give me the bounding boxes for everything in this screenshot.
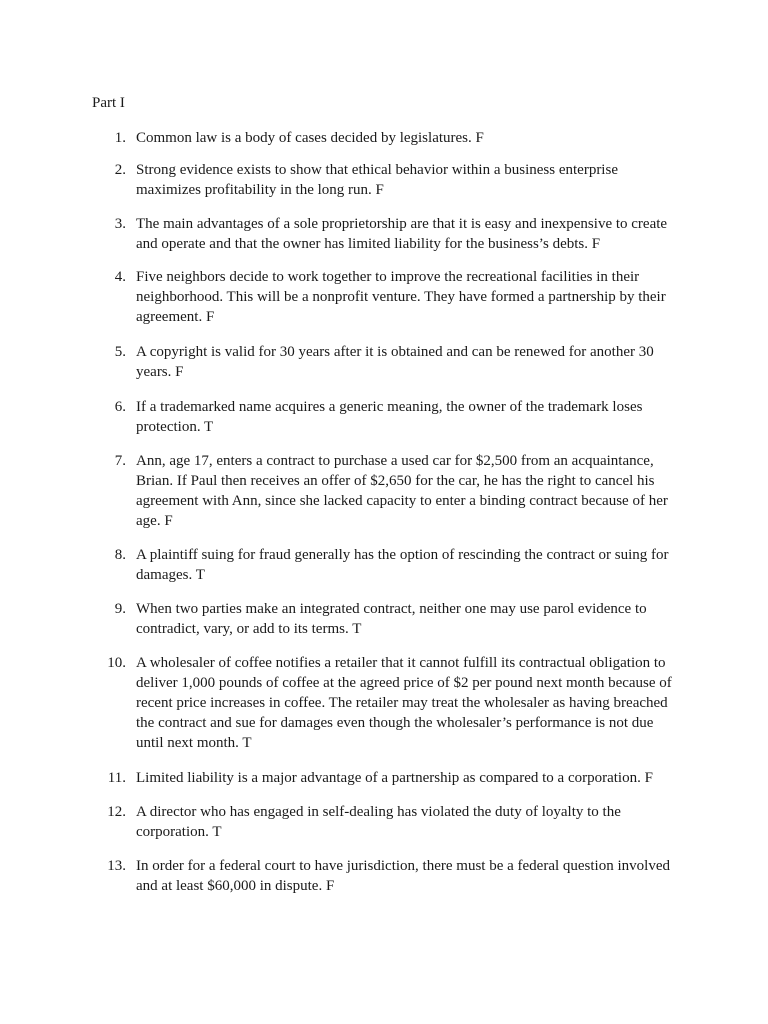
item-number: 5. — [114, 344, 126, 360]
item-number: 11. — [107, 770, 126, 786]
item-text-line: The main advantages of a sole proprietorship are that it is easy and inexpensive to create — [136, 216, 668, 232]
item-text — [136, 545, 681, 585]
item-text-line: until next month. T — [136, 735, 252, 751]
item-text-line: recent price increases in coffee. The retailer may treat the wholesaler as having breached — [136, 695, 668, 711]
item-number: 6. — [114, 399, 126, 415]
item-text — [136, 160, 681, 200]
item-text — [136, 856, 681, 896]
item-text-line: years. F — [136, 364, 184, 380]
item-text-line: A wholesaler of coffee notifies a retailer that it cannot fulfill its contractual obligation to — [136, 655, 666, 671]
item-text-line: Ann, age 17, enters a contract to purchase a used car for $2,500 from an acquaintance, — [136, 453, 654, 469]
item-text-line: maximizes profitability in the long run. F — [136, 182, 384, 198]
item-text-line: and at least $60,000 in dispute. F — [136, 878, 335, 894]
item-text — [136, 599, 681, 639]
item-text-line: When two parties make an integrated contract, neither one may use parol evidence to — [136, 601, 647, 617]
item-text-line: A copyright is valid for 30 years after it is obtained and can be renewed for another 30 — [136, 344, 654, 360]
item-text-line: agreement with Ann, since she lacked capacity to enter a binding contract because of her — [136, 493, 668, 509]
item-text-line: Limited liability is a major advantage of a partnership as compared to a corporation. F — [136, 770, 653, 786]
item-number: 7. — [114, 453, 126, 469]
item-number: 10. — [107, 655, 126, 671]
item-text-line: If a trademarked name acquires a generic meaning, the owner of the trademark loses — [136, 399, 643, 415]
item-text-line: agreement. F — [136, 309, 215, 325]
item-text-line: and operate and that the owner has limited liability for the business’s debts. F — [136, 236, 601, 252]
item-text-line: neighborhood. This will be a nonprofit venture. They have formed a partnership by their — [136, 289, 666, 305]
item-text-line: damages. T — [136, 567, 205, 583]
item-text — [136, 653, 681, 753]
item-text-line: Strong evidence exists to show that ethical behavior within a business enterprise — [136, 162, 618, 178]
item-text-line: the contract and sue for damages even though the wholesaler’s performance is not due — [136, 715, 654, 731]
item-text — [136, 342, 681, 382]
item-number: 12. — [107, 804, 126, 820]
item-text-line: A director who has engaged in self-dealing has violated the duty of loyalty to the — [136, 804, 621, 820]
item-number: 3. — [114, 216, 126, 232]
item-text-line: Brian. If Paul then receives an offer of $2,650 for the car, he has the right to cancel his — [136, 473, 655, 489]
item-text — [136, 451, 681, 531]
item-text-line: Common law is a body of cases decided by legislatures. F — [136, 130, 484, 146]
item-text — [136, 267, 681, 327]
item-text — [136, 128, 681, 148]
item-number: 1. — [114, 130, 126, 146]
item-text-line: deliver 1,000 pounds of coffee at the agreed price of $2 per pound next month because of — [136, 675, 672, 691]
item-text — [136, 397, 681, 437]
item-text-line: protection. T — [136, 419, 214, 435]
part-heading: Part I — [92, 95, 125, 111]
item-number: 13. — [107, 858, 126, 874]
item-text — [136, 768, 681, 788]
item-text-line: contradict, vary, or add to its terms. T — [136, 621, 362, 637]
item-text-line: A plaintiff suing for fraud generally has the option of rescinding the contract or suing for — [136, 547, 669, 563]
item-text-line: age. F — [136, 513, 173, 529]
item-number: 4. — [114, 269, 126, 285]
item-text-line: corporation. T — [136, 824, 222, 840]
item-number: 9. — [114, 601, 126, 617]
item-text-line: Five neighbors decide to work together to improve the recreational facilities in their — [136, 269, 640, 285]
item-text — [136, 802, 681, 842]
item-text — [136, 214, 681, 254]
item-number: 2. — [114, 162, 126, 178]
item-text-line: In order for a federal court to have jurisdiction, there must be a federal question involved — [136, 858, 670, 874]
item-number: 8. — [114, 547, 126, 563]
